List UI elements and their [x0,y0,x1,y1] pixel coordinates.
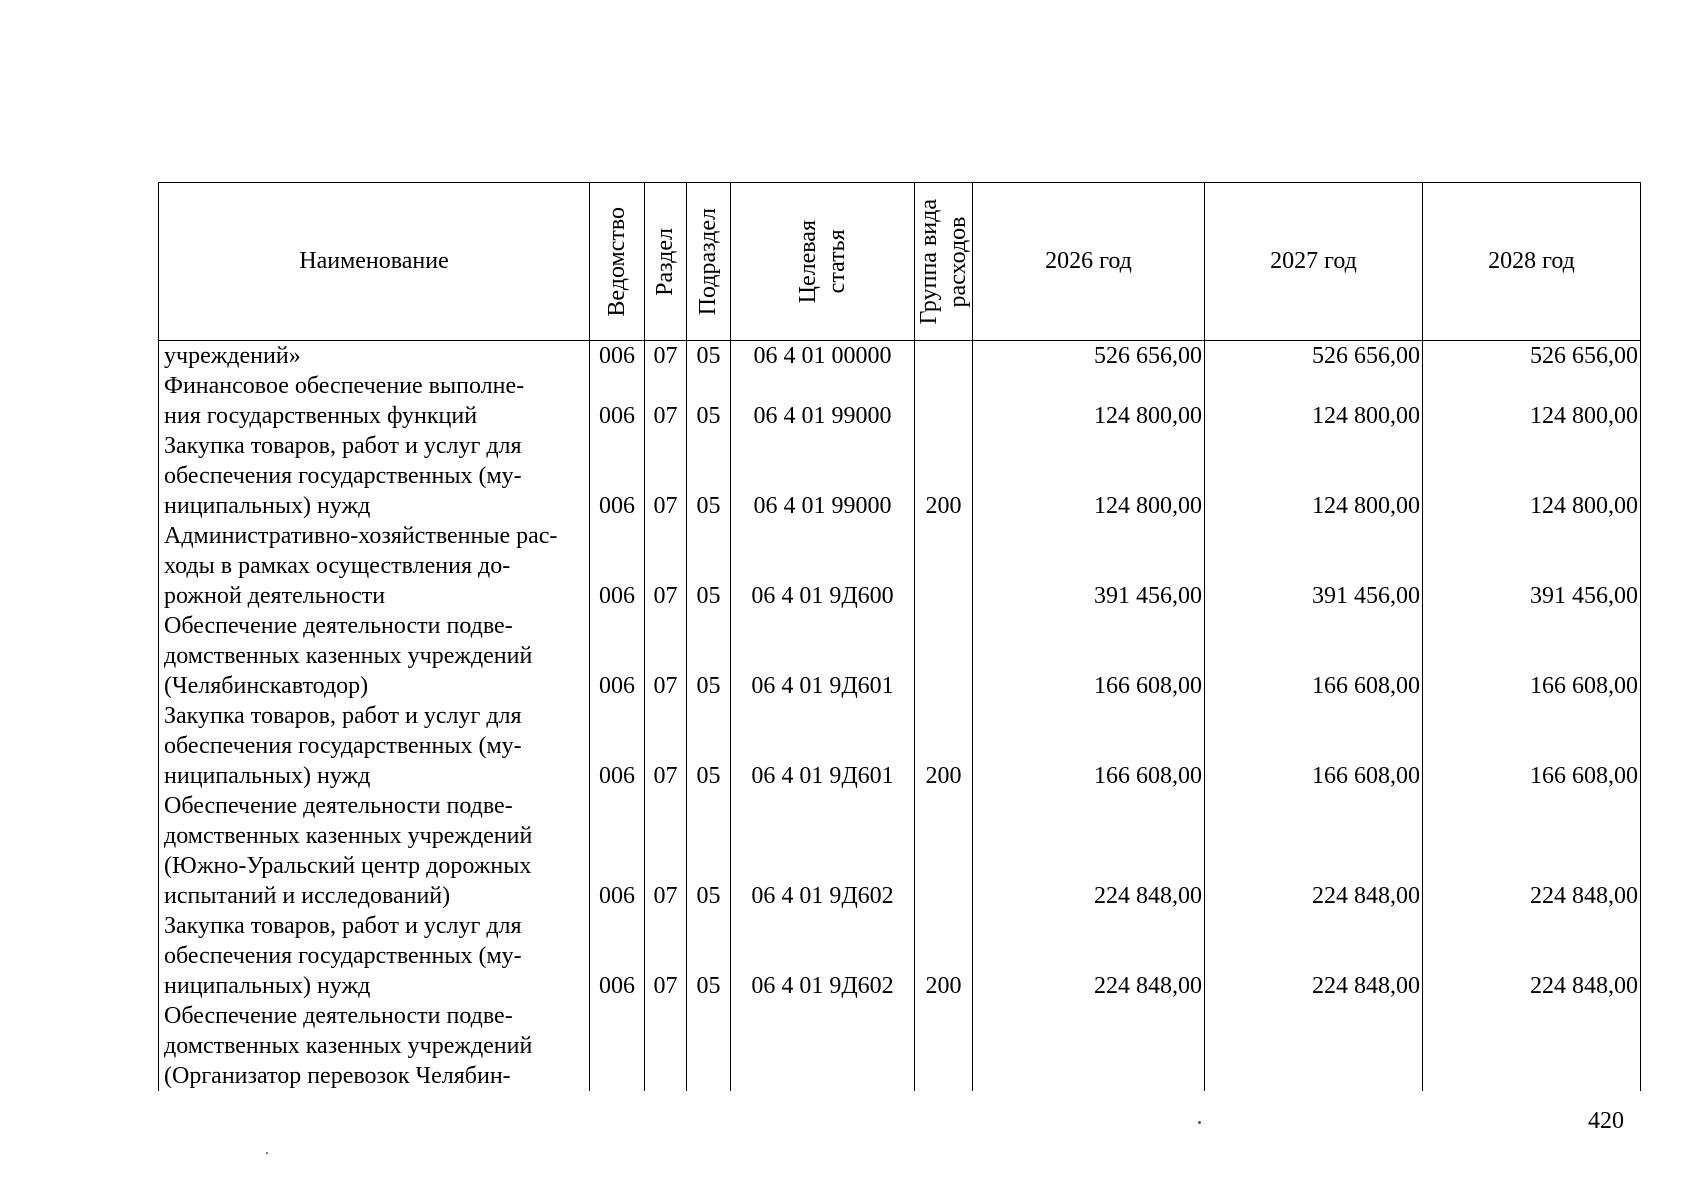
cell-razdel [645,521,687,611]
cell-2027-value: 526 656,00 [1312,343,1420,369]
cell-podrazdel-value: 05 [696,343,721,369]
cell-podrazdel-value: 05 [696,403,721,429]
cell-2026-value: 124 800,00 [1094,403,1202,429]
cell-name-line: Обеспечение деятельности подве- [164,613,513,639]
cell-gruppa [915,1001,973,1091]
cell-2026-value: 526 656,00 [1094,343,1202,369]
cell-podrazdel [687,911,731,1001]
cell-name [159,911,590,1001]
cell-podrazdel-value: 05 [696,973,721,999]
cell-podrazdel-value: 05 [696,673,721,699]
header-gruppa-line-2: расходов [944,216,971,307]
cell-vedomstvo [590,701,645,791]
cell-name [159,611,590,701]
header-gruppa-line-1: Группа вида [915,198,942,325]
cell-razdel-value: 07 [653,493,678,519]
header-tselevaya-statya [731,183,915,341]
cell-name [159,701,590,791]
cell-tselevaya-statya [731,371,915,431]
cell-2028-value: 391 456,00 [1530,583,1638,609]
cell-2028 [1423,341,1641,371]
cell-2028-value: 166 608,00 [1530,673,1638,699]
cell-name-line: ния государственных функций [164,403,478,429]
cell-podrazdel [687,431,731,521]
cell-razdel-value: 07 [653,403,678,429]
cell-2027 [1205,521,1423,611]
cell-tselevaya-statya [731,701,915,791]
cell-2026 [973,911,1205,1001]
cell-2026-value: 391 456,00 [1094,583,1202,609]
cell-gruppa [915,701,973,791]
cell-2027 [1205,611,1423,701]
cell-tselevaya-statya-value: 06 4 01 9Д601 [751,763,894,789]
cell-2028 [1423,791,1641,911]
cell-2027-value: 224 848,00 [1312,883,1420,909]
cell-vedomstvo-value: 006 [599,583,635,609]
header-2028: 2028 год [1423,183,1641,341]
cell-podrazdel-value: 05 [696,493,721,519]
cell-podrazdel [687,371,731,431]
header-name: Наименование [159,183,590,341]
cell-gruppa [915,521,973,611]
cell-tselevaya-statya [731,911,915,1001]
cell-2027-value: 391 456,00 [1312,583,1420,609]
cell-name-line: Административно-хозяйственные рас- [164,523,558,549]
cell-name-line: ходы в рамках осуществления до- [164,553,511,579]
cell-vedomstvo [590,1001,645,1091]
cell-2026 [973,371,1205,431]
header-tselevaya-line-2: статья [823,229,850,294]
scan-speck [1198,1121,1201,1124]
cell-razdel [645,1001,687,1091]
header-gruppa-vida-rashodov [915,183,973,341]
cell-name-line: домственных казенных учреждений [164,823,533,849]
cell-name-line: обеспечения государственных (му- [164,463,522,489]
cell-name-line: обеспечения государственных (му- [164,733,522,759]
cell-name-line: (Организатор перевозок Челябин- [164,1063,511,1089]
cell-razdel-value: 07 [653,763,678,789]
table-row [159,1001,1641,1091]
cell-gruppa-value: 200 [925,493,962,519]
cell-razdel [645,911,687,1001]
cell-2026 [973,341,1205,371]
cell-vedomstvo [590,431,645,521]
cell-2026-value: 224 848,00 [1094,973,1202,999]
header-razdel: Раздел [645,183,687,341]
cell-gruppa [915,431,973,521]
page-number: 420 [1588,1108,1624,1134]
cell-2026-value: 224 848,00 [1094,883,1202,909]
cell-razdel-value: 07 [653,883,678,909]
cell-2027 [1205,911,1423,1001]
cell-2026-value: 166 608,00 [1094,763,1202,789]
header-tselevaya-line-1: Целевая [794,219,821,304]
cell-tselevaya-statya [731,611,915,701]
table-header-row [159,183,1641,341]
cell-2026 [973,1001,1205,1091]
cell-podrazdel-value: 05 [696,883,721,909]
cell-2027 [1205,791,1423,911]
cell-tselevaya-statya [731,521,915,611]
cell-gruppa [915,791,973,911]
cell-name-line: Закупка товаров, работ и услуг для [164,703,522,729]
cell-podrazdel [687,611,731,701]
cell-name-line: рожной деятельности [164,583,386,609]
cell-2028-value: 224 848,00 [1530,883,1638,909]
cell-name-line: испытаний и исследований) [164,883,451,909]
table-row [159,911,1641,1001]
cell-2027-value: 124 800,00 [1312,403,1420,429]
cell-2026 [973,431,1205,521]
cell-2028-value: 166 608,00 [1530,763,1638,789]
header-vedomstvo: Ведомство [590,183,645,341]
cell-vedomstvo-value: 006 [599,493,635,519]
cell-tselevaya-statya-value: 06 4 01 99000 [753,403,892,429]
table-row [159,791,1641,911]
cell-2026 [973,701,1205,791]
cell-podrazdel-value: 05 [696,763,721,789]
cell-name [159,341,590,371]
cell-podrazdel [687,521,731,611]
budget-table [158,182,1641,1091]
table-row [159,611,1641,701]
cell-tselevaya-statya-value: 06 4 01 9Д602 [751,883,894,909]
cell-2028 [1423,371,1641,431]
cell-razdel [645,791,687,911]
cell-razdel-value: 07 [653,583,678,609]
cell-tselevaya-statya-value: 06 4 01 9Д601 [751,673,894,699]
header-podrazdel: Подраздел [687,183,731,341]
cell-razdel-value: 07 [653,343,678,369]
cell-gruppa [915,911,973,1001]
cell-2028 [1423,431,1641,521]
cell-2027-value: 166 608,00 [1312,673,1420,699]
cell-vedomstvo-value: 006 [599,403,635,429]
cell-tselevaya-statya-value: 06 4 01 00000 [753,343,892,369]
cell-razdel [645,701,687,791]
table-row [159,431,1641,521]
cell-tselevaya-statya [731,431,915,521]
cell-vedomstvo [590,341,645,371]
cell-razdel-value: 07 [653,973,678,999]
cell-podrazdel-value: 05 [696,583,721,609]
cell-2027-value: 224 848,00 [1312,973,1420,999]
cell-gruppa [915,371,973,431]
cell-vedomstvo-value: 006 [599,973,635,999]
scan-speck [266,1152,268,1154]
cell-2028 [1423,701,1641,791]
cell-2026-value: 166 608,00 [1094,673,1202,699]
cell-podrazdel [687,341,731,371]
cell-2028-value: 124 800,00 [1530,403,1638,429]
cell-vedomstvo [590,791,645,911]
cell-name-line: (Челябинскавтодор) [164,673,369,699]
cell-name-line: ниципальных) нужд [164,493,371,519]
table-body [159,341,1641,1091]
cell-2027-value: 166 608,00 [1312,763,1420,789]
cell-2028 [1423,1001,1641,1091]
cell-2028 [1423,521,1641,611]
cell-tselevaya-statya [731,1001,915,1091]
cell-vedomstvo [590,371,645,431]
cell-name [159,371,590,431]
cell-name-line: учреждений» [164,343,301,369]
header-2027: 2027 год [1205,183,1423,341]
cell-razdel-value: 07 [653,673,678,699]
cell-podrazdel [687,1001,731,1091]
table-row [159,371,1641,431]
cell-name-line: обеспечения государственных (му- [164,943,522,969]
cell-tselevaya-statya-value: 06 4 01 99000 [753,493,892,519]
cell-name [159,431,590,521]
cell-2026-value: 124 800,00 [1094,493,1202,519]
cell-razdel [645,431,687,521]
cell-tselevaya-statya [731,341,915,371]
cell-vedomstvo-value: 006 [599,343,635,369]
cell-tselevaya-statya-value: 06 4 01 9Д602 [751,973,894,999]
cell-podrazdel [687,701,731,791]
cell-name [159,791,590,911]
cell-name [159,521,590,611]
table-row [159,701,1641,791]
header-2026: 2026 год [973,183,1205,341]
cell-2027 [1205,341,1423,371]
cell-vedomstvo-value: 006 [599,763,635,789]
cell-gruppa [915,341,973,371]
cell-2027 [1205,431,1423,521]
cell-2026 [973,521,1205,611]
cell-vedomstvo [590,911,645,1001]
cell-gruppa-value: 200 [925,973,962,999]
cell-vedomstvo [590,611,645,701]
cell-2028 [1423,611,1641,701]
cell-2028-value: 224 848,00 [1530,973,1638,999]
cell-tselevaya-statya [731,791,915,911]
cell-name-line: Закупка товаров, работ и услуг для [164,433,522,459]
cell-gruppa-value: 200 [925,763,962,789]
cell-vedomstvo-value: 006 [599,673,635,699]
cell-2028 [1423,911,1641,1001]
table-row [159,341,1641,371]
cell-name-line: домственных казенных учреждений [164,643,533,669]
cell-2028-value: 124 800,00 [1530,493,1638,519]
cell-name-line: Обеспечение деятельности подве- [164,793,513,819]
cell-name-line: Финансовое обеспечение выполне- [164,373,525,399]
cell-2027-value: 124 800,00 [1312,493,1420,519]
cell-name-line: (Южно-Уральский центр дорожных [164,853,532,879]
cell-name-line: ниципальных) нужд [164,973,371,999]
cell-razdel [645,371,687,431]
cell-2027 [1205,1001,1423,1091]
cell-2026 [973,791,1205,911]
cell-name [159,1001,590,1091]
table-row [159,521,1641,611]
cell-name-line: Закупка товаров, работ и услуг для [164,913,522,939]
cell-2027 [1205,701,1423,791]
cell-razdel [645,611,687,701]
cell-name-line: Обеспечение деятельности подве- [164,1003,513,1029]
cell-2027 [1205,371,1423,431]
cell-tselevaya-statya-value: 06 4 01 9Д600 [751,583,894,609]
cell-gruppa [915,611,973,701]
cell-vedomstvo [590,521,645,611]
cell-2028-value: 526 656,00 [1530,343,1638,369]
cell-name-line: ниципальных) нужд [164,763,371,789]
cell-razdel [645,341,687,371]
cell-2026 [973,611,1205,701]
cell-podrazdel [687,791,731,911]
cell-name-line: домственных казенных учреждений [164,1033,533,1059]
cell-vedomstvo-value: 006 [599,883,635,909]
